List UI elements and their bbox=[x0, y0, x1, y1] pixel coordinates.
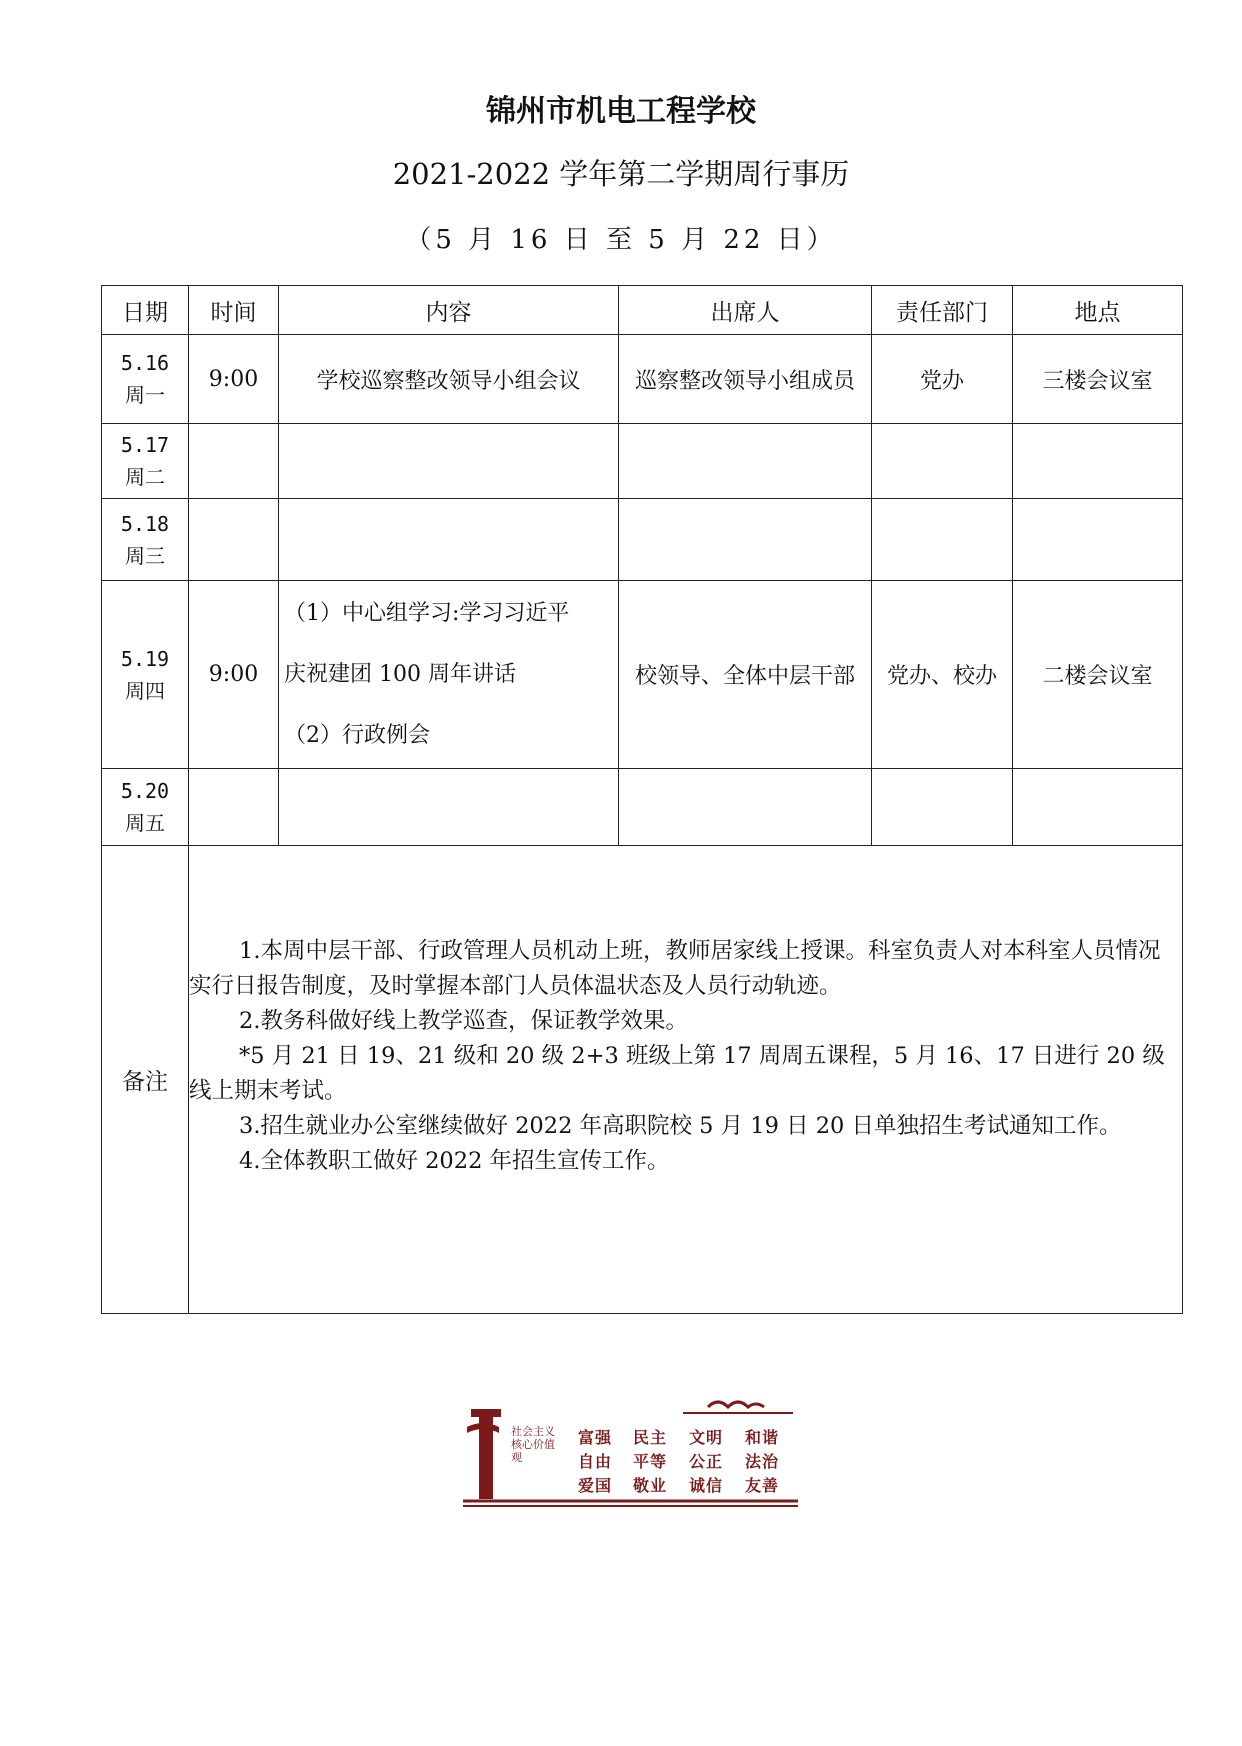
content-cell: 学校巡察整改领导小组会议 bbox=[279, 335, 619, 424]
value-word: 自由 bbox=[578, 1452, 613, 1471]
dept-cell bbox=[872, 424, 1013, 499]
dept-cell bbox=[872, 499, 1013, 581]
place-cell: 三楼会议室 bbox=[1013, 335, 1183, 424]
content-cell bbox=[279, 769, 619, 846]
dept-cell bbox=[872, 769, 1013, 846]
time-cell: 9:00 bbox=[189, 335, 279, 424]
content-cell bbox=[279, 581, 619, 769]
value-word: 公正 bbox=[689, 1452, 724, 1471]
col-header-place: 地点 bbox=[1013, 286, 1183, 335]
place-cell: 二楼会议室 bbox=[1013, 581, 1183, 769]
core-values-emblem bbox=[463, 1395, 798, 1507]
calendar-title: 2021-2022 学年第二学期周行事历 bbox=[392, 157, 850, 191]
content-cell bbox=[279, 499, 619, 581]
date-cell: 5.19 周四 bbox=[102, 581, 189, 769]
attendees-cell bbox=[619, 424, 872, 499]
col-header-date: 日期 bbox=[102, 286, 189, 335]
note-item: 2.教务科做好线上教学巡查，保证教学效果。 bbox=[239, 1008, 688, 1034]
time-cell bbox=[189, 424, 279, 499]
dept-cell: 党办、校办 bbox=[872, 581, 1013, 769]
col-header-content: 内容 bbox=[279, 286, 619, 335]
col-header-attendees: 出席人 bbox=[619, 286, 872, 335]
table-row bbox=[102, 424, 1183, 499]
value-word: 敬业 bbox=[633, 1476, 668, 1495]
time-cell bbox=[189, 769, 279, 846]
date-cell: 5.18 周三 bbox=[102, 499, 189, 581]
content-line: 庆祝建团 100 周年讲话 bbox=[284, 662, 516, 687]
table-row bbox=[102, 769, 1183, 846]
value-word: 爱国 bbox=[578, 1476, 613, 1495]
table-row bbox=[102, 499, 1183, 581]
table-row bbox=[102, 581, 1183, 769]
date-cell: 5.16 周一 bbox=[102, 335, 189, 424]
table-row bbox=[102, 335, 1183, 424]
note-item: 1.本周中层干部、行政管理人员机动上班，教师居家线上授课。科室负责人对本科室人员情况实行日报告制度，及时掌握本部门人员体温状态及人员行动轨迹。 bbox=[189, 938, 1161, 999]
place-cell bbox=[1013, 499, 1183, 581]
time-cell bbox=[189, 499, 279, 581]
attendees-cell bbox=[619, 499, 872, 581]
place-cell bbox=[1013, 424, 1183, 499]
notes-row bbox=[102, 846, 1183, 1314]
notes-label: 备注 bbox=[102, 846, 189, 1314]
value-word: 诚信 bbox=[689, 1476, 724, 1495]
school-name: 锦州市机电工程学校 bbox=[486, 94, 756, 129]
note-item: 3.招生就业办公室继续做好 2022 年高职院校 5 月 19 日 20 日单独招生考试通知工作。 bbox=[239, 1113, 1122, 1139]
note-item: *5 月 21 日 19、21 级和 20 级 2+3 班级上第 17 周周五课程，5 月 16、17 日进行 20 级线上期末考试。 bbox=[189, 1043, 1165, 1104]
value-word: 友善 bbox=[745, 1476, 780, 1495]
value-word: 法治 bbox=[745, 1452, 780, 1471]
emblem-side-text: 社会主义核心价值观 bbox=[511, 1425, 555, 1464]
content-line: （1）中心组学习:学习习近平 bbox=[284, 601, 570, 626]
attendees-cell: 巡察整改领导小组成员 bbox=[619, 335, 872, 424]
attendees-cell: 校领导、全体中层干部 bbox=[619, 581, 872, 769]
note-item: 4.全体教职工做好 2022 年招生宣传工作。 bbox=[239, 1148, 670, 1174]
value-word: 富强 bbox=[578, 1428, 613, 1447]
dept-cell: 党办 bbox=[872, 335, 1013, 424]
col-header-time: 时间 bbox=[189, 286, 279, 335]
value-word: 民主 bbox=[633, 1428, 668, 1447]
header-row bbox=[102, 286, 1183, 335]
content-cell bbox=[279, 424, 619, 499]
attendees-cell bbox=[619, 769, 872, 846]
place-cell bbox=[1013, 769, 1183, 846]
value-word: 和谐 bbox=[745, 1428, 780, 1447]
date-range: （5 月 16 日 至 5 月 22 日） bbox=[405, 225, 837, 255]
date-cell: 5.20 周五 bbox=[102, 769, 189, 846]
content-line: （2）行政例会 bbox=[284, 723, 430, 748]
notes-cell bbox=[189, 846, 1183, 1314]
value-word: 平等 bbox=[633, 1452, 668, 1471]
weekly-calendar-table bbox=[101, 285, 1183, 1314]
value-word: 文明 bbox=[689, 1428, 724, 1447]
date-cell: 5.17 周二 bbox=[102, 424, 189, 499]
col-header-dept: 责任部门 bbox=[872, 286, 1013, 335]
time-cell: 9:00 bbox=[189, 581, 279, 769]
